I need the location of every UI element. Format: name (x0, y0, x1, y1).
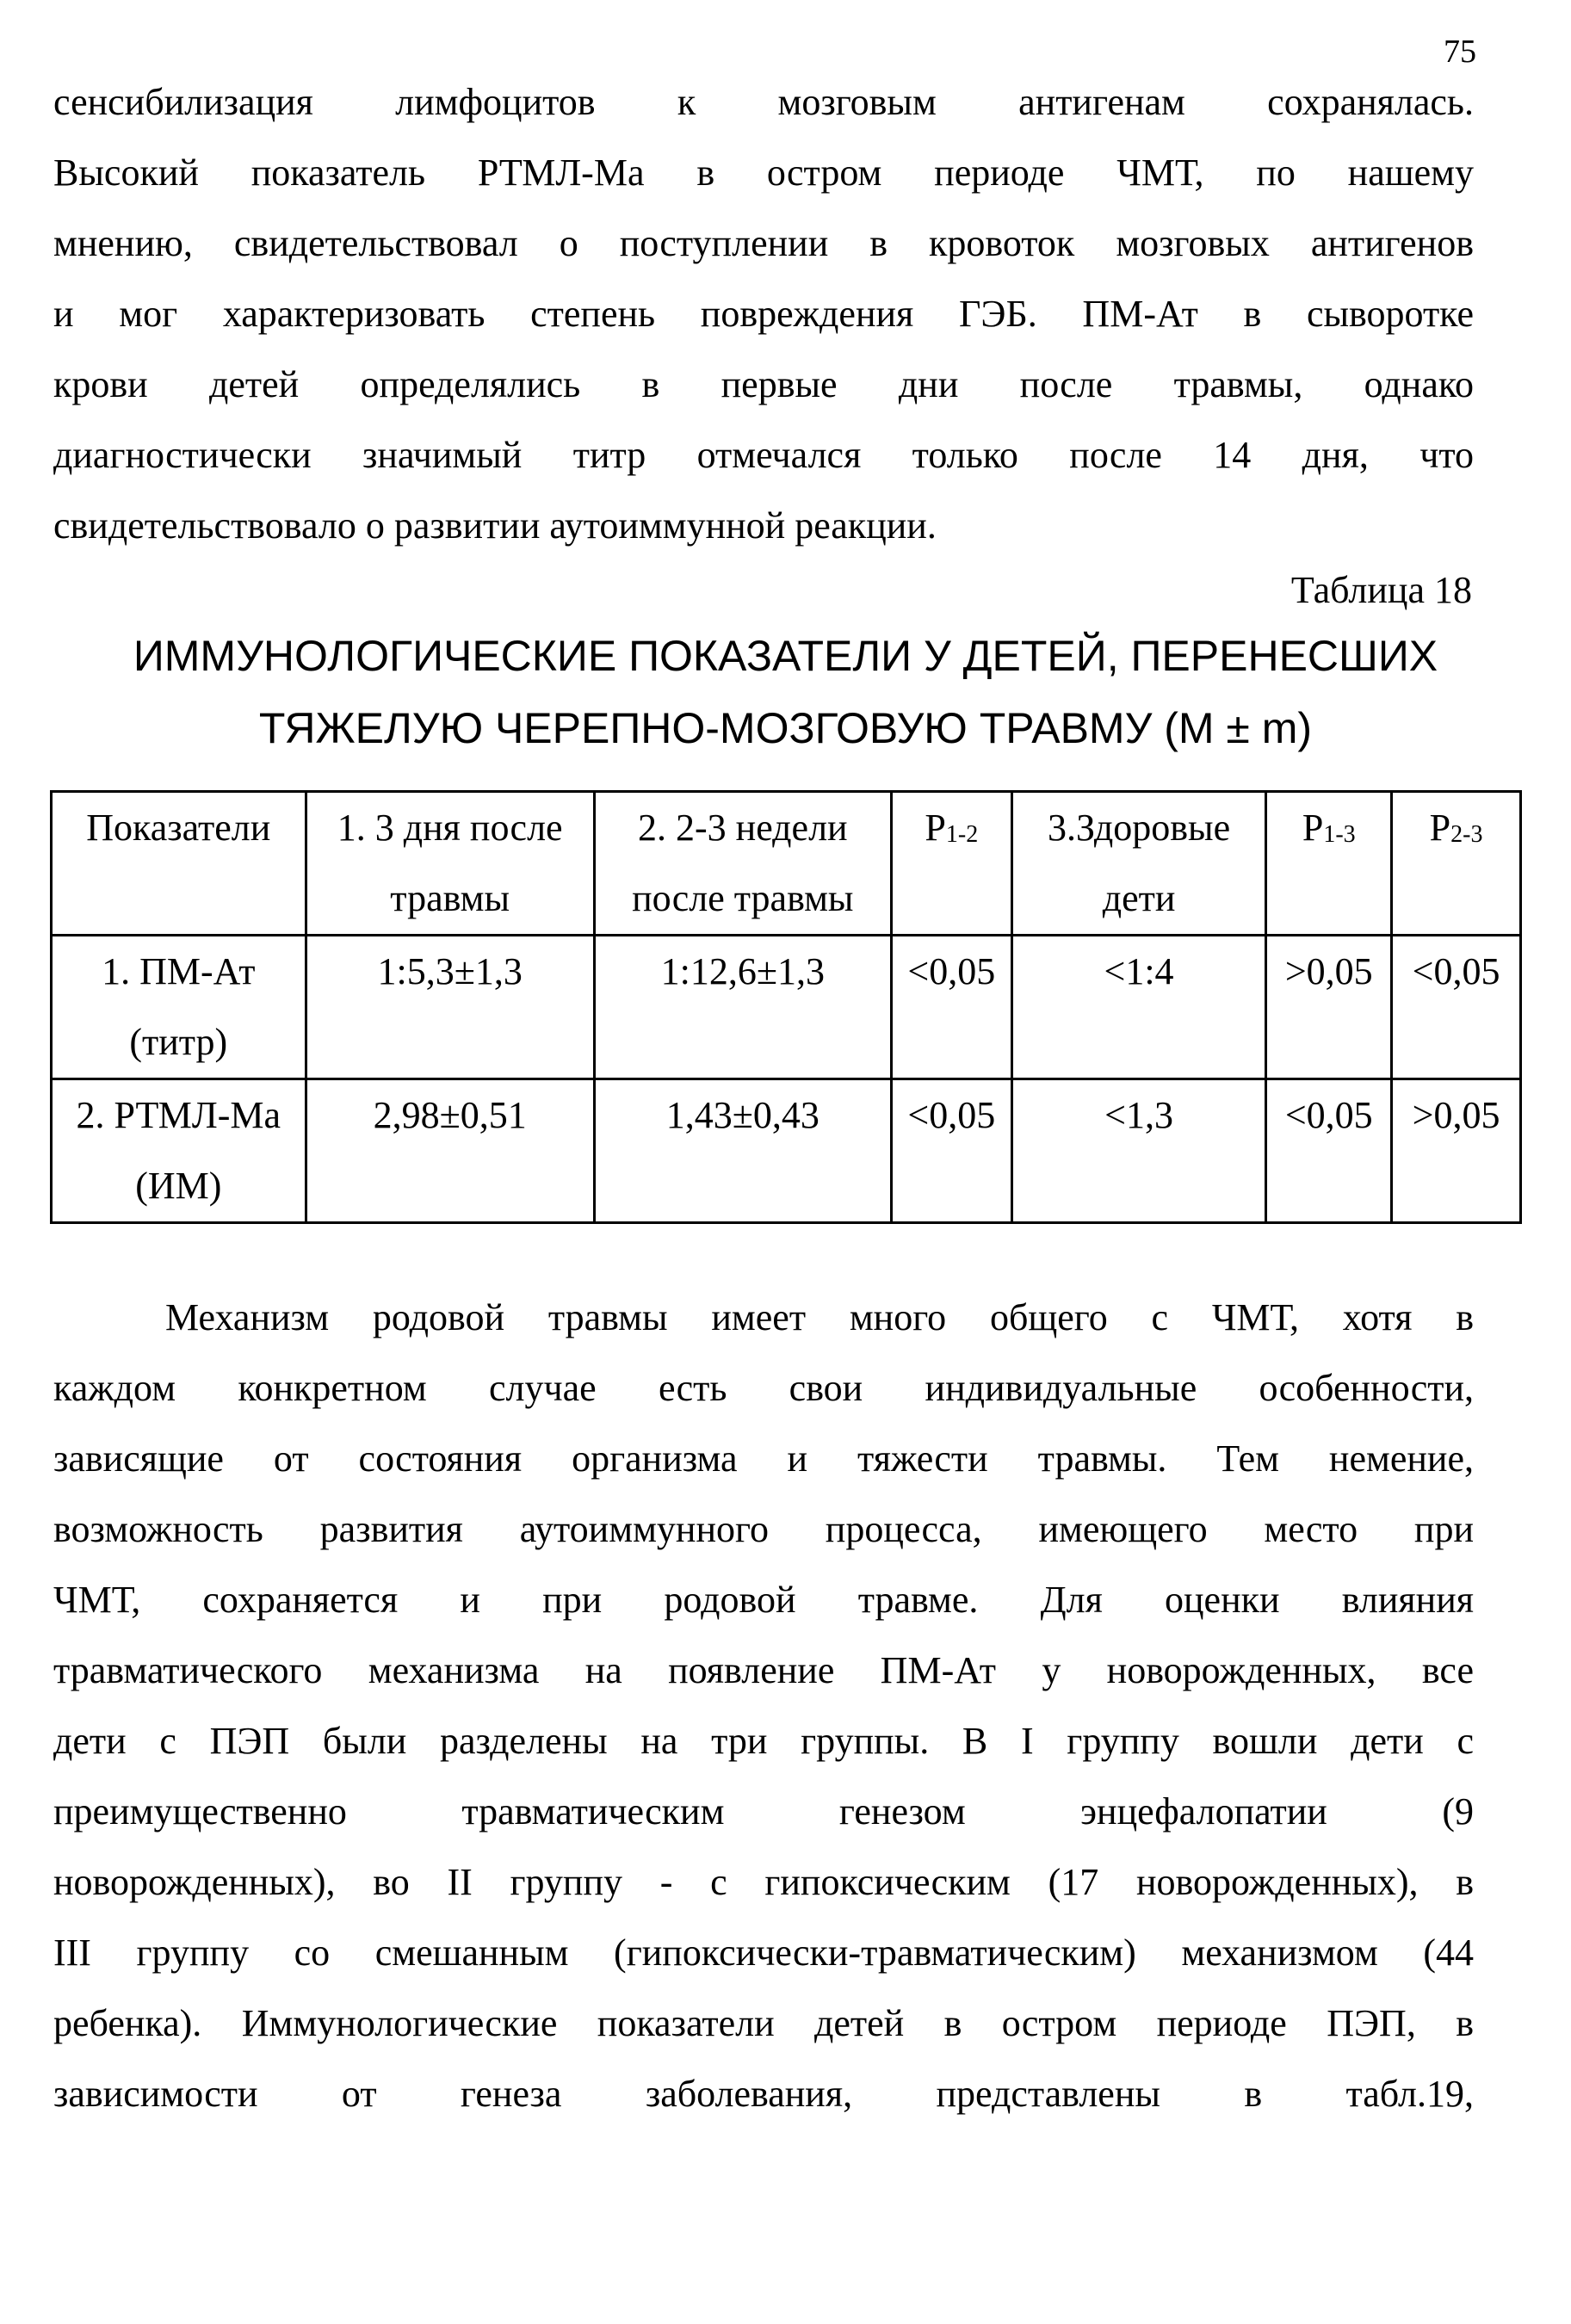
header-cell-subscript: 1-2 (945, 821, 979, 848)
table-title (0, 620, 1571, 764)
table-caption: Таблица 18 (1290, 569, 1472, 611)
table-cell: >0,05 (1392, 1079, 1521, 1223)
table-cell: <1,3 (1011, 1079, 1266, 1223)
header-cell (1266, 792, 1392, 936)
header-cell: Показатели (52, 792, 306, 936)
table-cell: 1,43±0,43 (594, 1079, 891, 1223)
text-line: мнению, свидетельствовал о поступлении в кровоток мозговых антигенов (53, 222, 1474, 264)
text-line: травматического механизма на появление ПМ-Ат у новорожденных, все (53, 1649, 1474, 1691)
text-line: дети с ПЭП были разделены на три группы. В I группу вошли дети с (53, 1720, 1474, 1762)
text-line: возможность развития аутоиммунного процесса, имеющего место при (53, 1508, 1474, 1550)
table-cell: >0,05 (1266, 936, 1392, 1079)
table-row (52, 936, 1521, 1079)
text-line: ребенка). Иммунологические показатели детей в остром периоде ПЭП, в (53, 2002, 1474, 2044)
table-cell: 1. ПМ-Ат (титр) (52, 936, 306, 1079)
table-row (52, 1079, 1521, 1223)
header-cell: 1. 3 дня после травмы (306, 792, 594, 936)
table-title-line: ИММУНОЛОГИЧЕСКИЕ ПОКАЗАТЕЛИ У ДЕТЕЙ, ПЕРЕНЕСШИХ (133, 632, 1438, 680)
text-line: Высокий показатель РТМЛ-Ма в остром периоде ЧМТ, по нашему (53, 151, 1474, 194)
header-cell-main: Р (1302, 807, 1324, 849)
text-line: сенсибилизация лимфоцитов к мозговым антигенам сохранялась. (53, 81, 1474, 123)
table-cell: <0,05 (1392, 936, 1521, 1079)
header-cell-main: Р (1429, 807, 1451, 849)
table-cell: 2. РТМЛ-Ма (ИМ) (52, 1079, 306, 1223)
table-title-line: ТЯЖЕЛУЮ ЧЕРЕПНО-МОЗГОВУЮ ТРАВМУ (М ± m) (258, 704, 1313, 752)
table-header-row (52, 792, 1521, 936)
text-line: свидетельствовало о развитии аутоиммунной реакции. (53, 504, 937, 547)
table-cell: 1:5,3±1,3 (306, 936, 594, 1079)
paragraph-1 (53, 67, 1474, 561)
table-cell: 1:12,6±1,3 (594, 936, 891, 1079)
table-cell: <1:4 (1011, 936, 1266, 1079)
text-line: ЧМТ, сохраняется и при родовой травме. Для оценки влияния (53, 1579, 1474, 1621)
table-cell: <0,05 (1266, 1079, 1392, 1223)
header-cell (891, 792, 1011, 936)
header-cell-subscript: 1-3 (1323, 821, 1356, 848)
text-line: каждом конкретном случае есть свои индивидуальные особенности, (53, 1367, 1474, 1409)
header-cell-subscript: 2-3 (1450, 821, 1483, 848)
header-cell: 2. 2-3 недели после травмы (594, 792, 891, 936)
text-line: преимущественно травматическим генезом энцефалопатии (9 (53, 1790, 1474, 1833)
data-table (50, 790, 1522, 1224)
text-line: новорожденных), во II группу - с гипоксическим (17 новорожденных), в (53, 1861, 1474, 1903)
table-cell: <0,05 (891, 936, 1011, 1079)
table-cell: 2,98±0,51 (306, 1079, 594, 1223)
text-line: III группу со смешанным (гипоксически-травматическим) механизмом (44 (53, 1932, 1474, 1974)
text-line: и мог характеризовать степень повреждения ГЭБ. ПМ-Ат в сыворотке (53, 293, 1474, 335)
text-line: диагностически значимый титр отмечался только после 14 дня, что (53, 434, 1474, 476)
text-line: Механизм родовой травмы имеет много общего с ЧМТ, хотя в (165, 1296, 1474, 1338)
text-line: зависящие от состояния организма и тяжести травмы. Тем немение, (53, 1437, 1474, 1480)
page-number: 75 (1444, 34, 1476, 70)
text-line: крови детей определялись в первые дни после травмы, однако (53, 363, 1474, 405)
text-line: зависимости от генеза заболевания, представлены в табл.19, (53, 2073, 1474, 2115)
table-cell: <0,05 (891, 1079, 1011, 1223)
header-cell-main: Р (925, 807, 946, 849)
header-cell (1392, 792, 1521, 936)
header-cell: 3.Здоровые дети (1011, 792, 1266, 936)
paragraph-2 (53, 1283, 1474, 2129)
